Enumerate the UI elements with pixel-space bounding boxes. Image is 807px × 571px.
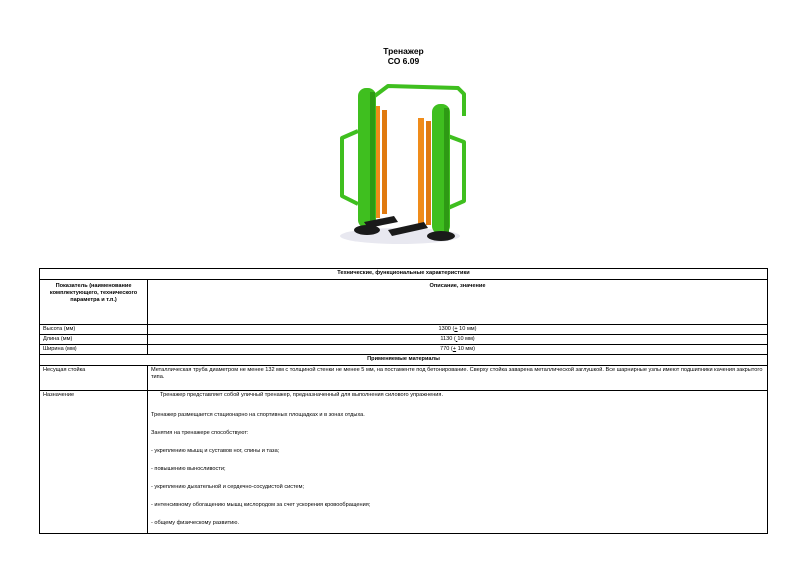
- section-materials-title: Применяемые материалы: [40, 355, 768, 366]
- row-value-number: 1300 (: [438, 326, 455, 332]
- purpose-name: Назначение: [40, 391, 148, 534]
- trainer-illustration: [328, 76, 478, 246]
- table-row: [40, 325, 768, 335]
- right-base: [427, 231, 455, 241]
- left-post-shade: [370, 92, 375, 226]
- spec-table: [39, 268, 768, 534]
- row-value-unit: 10 мм): [457, 336, 475, 342]
- purpose-line: Тренажер представляет собой уличный тренажер, предназначенный для выполнения силового упражнения.: [160, 392, 444, 398]
- row-value-unit: 10 мм): [456, 346, 475, 352]
- row-value: [148, 325, 768, 335]
- title-line-1: Тренажер: [383, 46, 424, 56]
- row-name: Длина (мм): [40, 335, 148, 345]
- purpose-line: - интенсивному обогащению мышц кислородом за счет ускорения кровообращения;: [151, 502, 371, 508]
- section-row-tech: [40, 269, 768, 280]
- purpose-line: Тренажер размещается стационарно на спортивных площадках и в зонах отдыха.: [151, 412, 365, 418]
- table-row: [40, 345, 768, 355]
- material-row: [40, 366, 768, 391]
- document-title: [0, 46, 807, 66]
- purpose-text: [148, 391, 768, 534]
- purpose-line: - повышению выносливости;: [151, 466, 226, 472]
- row-value-tolerance: +: [452, 346, 457, 352]
- left-handle: [342, 131, 358, 204]
- header-param: Показатель (наименование комплектующего, технического параметра и т.п.): [40, 280, 148, 325]
- left-base: [354, 225, 380, 235]
- row-name: Высота (мм): [40, 325, 148, 335]
- material-name: Несущая стойка: [40, 366, 148, 391]
- title-line-2: СО 6.09: [387, 56, 420, 66]
- right-post-shade: [444, 108, 449, 232]
- purpose-line: - общему физическому развитию.: [151, 520, 240, 526]
- row-value: [148, 335, 768, 345]
- row-value: [148, 345, 768, 355]
- header-row: [40, 280, 768, 325]
- section-row-materials: [40, 355, 768, 366]
- table-row: [40, 335, 768, 345]
- row-value-number: 770 (: [440, 346, 453, 352]
- purpose-line: - укреплению дыхательной и сердечно-сосудистой систем;: [151, 484, 305, 490]
- right-handle: [448, 136, 464, 208]
- row-value-tolerance: +: [454, 326, 458, 332]
- purpose-row: [40, 391, 768, 534]
- section-tech-title: Технические, функциональные характеристики: [40, 269, 768, 280]
- row-value-number: 1130 (: [440, 336, 456, 342]
- right-pendulum: [418, 118, 424, 228]
- row-name: Ширина (мм): [40, 345, 148, 355]
- purpose-line: - укреплению мышц и суставов ног, спины и таза;: [151, 448, 280, 454]
- row-value-unit: 10 мм): [457, 326, 477, 332]
- header-value: Описание, значение: [148, 280, 768, 325]
- right-pendulum-2: [426, 121, 431, 225]
- purpose-line: Занятия на тренажере способствуют:: [151, 430, 249, 436]
- material-text: Металлическая труба диаметром не менее 132 мм с толщиной стенки не менее 5 мм, на постаменте под бетонирование. Сверху стойка заварена металлической заглушкой. Все шарнирные узлы имеют подшипники качения закрытого типа.: [148, 366, 768, 391]
- left-pendulum-2: [382, 110, 387, 214]
